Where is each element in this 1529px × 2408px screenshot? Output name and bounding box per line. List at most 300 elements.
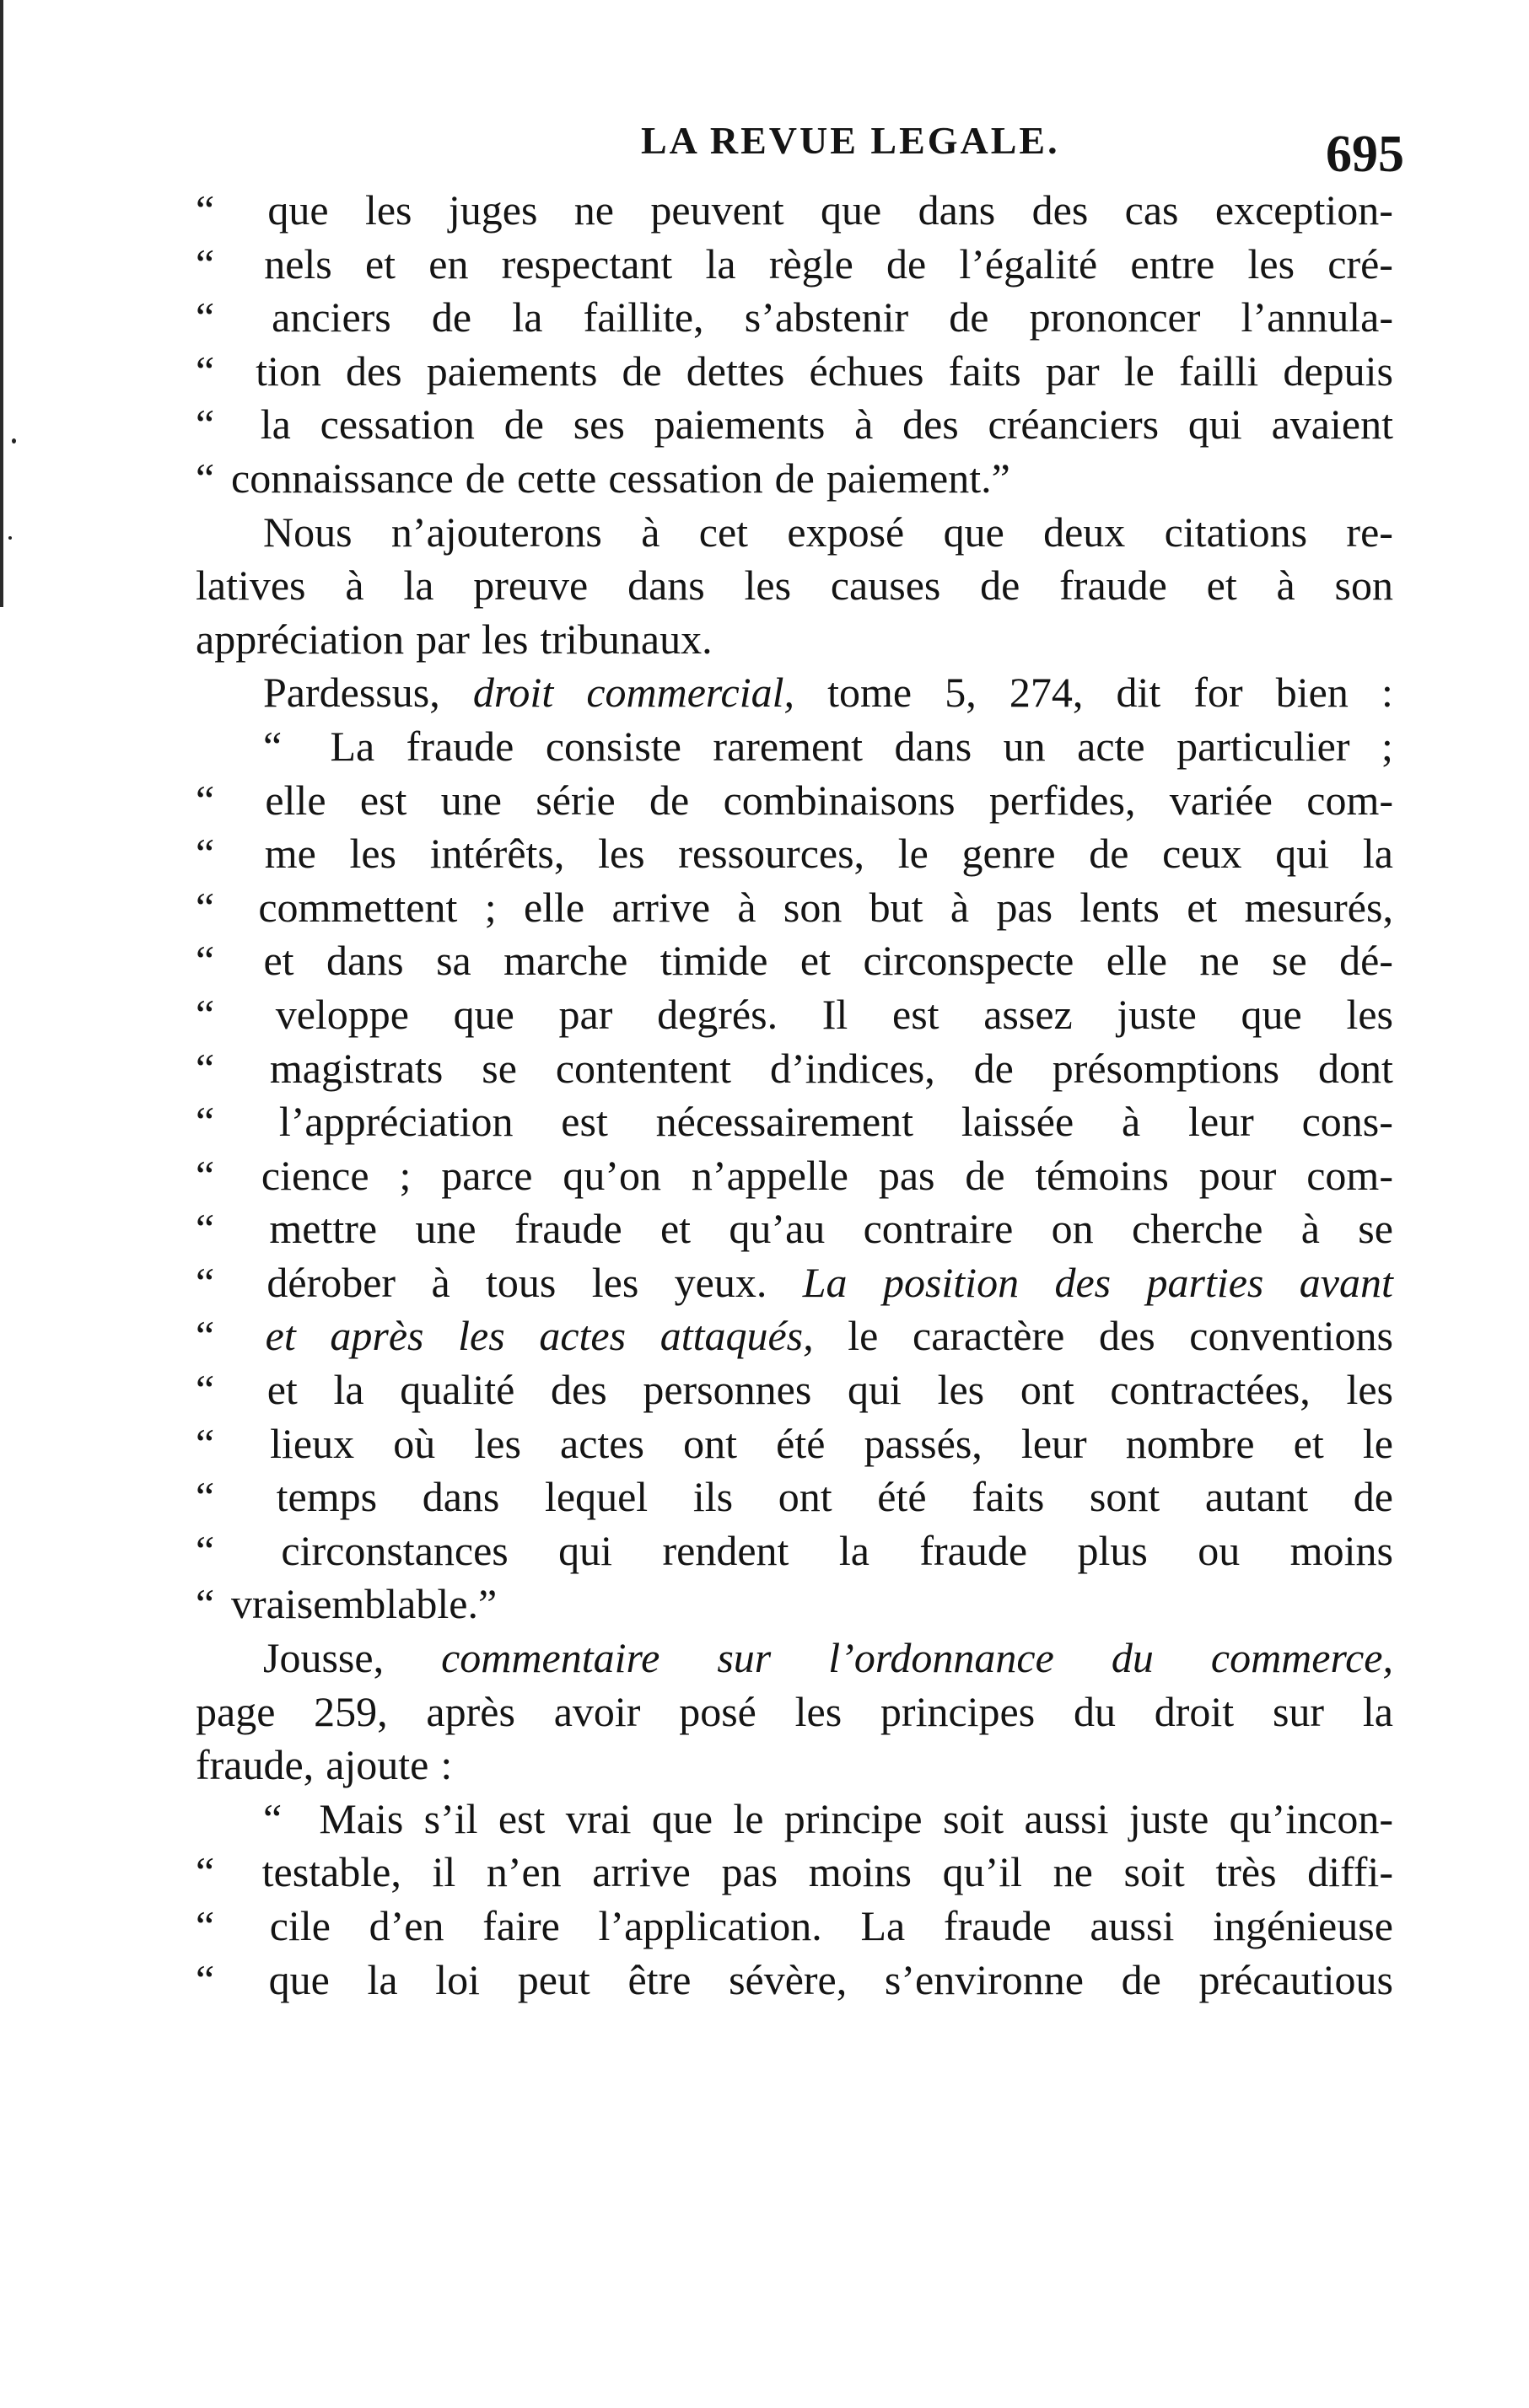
word: : (440, 1741, 453, 1789)
word: prononcer (1029, 293, 1201, 341)
word: nécessairement (655, 1098, 914, 1146)
word: les (794, 1687, 843, 1735)
word: de (973, 1044, 1014, 1092)
word: ont (1020, 1366, 1074, 1414)
word: elle (523, 883, 585, 931)
word: tous (486, 1258, 557, 1306)
word: paiements (426, 347, 598, 395)
ink-speck (8, 536, 12, 540)
word: principes (880, 1687, 1036, 1735)
word: fraude, (196, 1741, 315, 1789)
word: nombre (1125, 1419, 1255, 1467)
text-line (196, 184, 1393, 238)
word: perfides, (988, 776, 1136, 824)
word: latives (196, 562, 306, 610)
word: com- (1306, 776, 1393, 824)
word: personnes (643, 1366, 812, 1414)
word: cience (261, 1151, 369, 1199)
text-line (196, 1417, 1393, 1471)
word: intérêts, (429, 830, 565, 878)
word: créanciers (988, 400, 1160, 449)
word: faire (482, 1902, 560, 1949)
quote-mark: “ (196, 937, 215, 985)
running-title: LA REVUE LEGALE. (641, 119, 1060, 162)
word: à (1300, 1205, 1320, 1253)
word: les (481, 615, 529, 663)
word: posé (679, 1687, 756, 1735)
quote-mark: “ (196, 990, 215, 1038)
word: des (902, 400, 959, 449)
text-line (196, 1256, 1393, 1310)
word: bien (1275, 669, 1349, 717)
word: et (660, 1205, 692, 1253)
word: connaissance (231, 454, 454, 502)
text-line (196, 1578, 1393, 1631)
quote-mark: “ (196, 347, 215, 395)
word: veloppe (275, 990, 409, 1038)
word: cette (516, 454, 597, 502)
word: de (949, 293, 989, 341)
word: soit (942, 1794, 1004, 1842)
word: de (1353, 1473, 1393, 1521)
word: entre (1130, 239, 1215, 288)
word: très (1215, 1848, 1277, 1896)
word: juste (1128, 1794, 1209, 1842)
quote-mark: “ (196, 186, 215, 234)
word: la (1362, 830, 1393, 878)
word: qualité (400, 1366, 515, 1414)
word: contraire (863, 1205, 1014, 1253)
word: ou (1198, 1526, 1241, 1574)
word: par (1045, 347, 1100, 395)
word: ne (1199, 937, 1240, 985)
word: acte (1077, 722, 1145, 770)
word: appréciation (196, 615, 405, 663)
word: juges (448, 186, 538, 234)
text-line (196, 1739, 1393, 1793)
word: dans (894, 722, 972, 770)
word: passés, (864, 1419, 983, 1467)
word: de (431, 293, 472, 341)
word: mettre (269, 1205, 378, 1253)
word: les (591, 1258, 639, 1306)
word: nels (264, 239, 332, 288)
word: parties (1146, 1258, 1264, 1306)
word: les (1346, 1366, 1393, 1414)
word: contentent (555, 1044, 732, 1092)
word: but (869, 883, 923, 931)
quote-mark: “ (196, 1580, 215, 1628)
word: avoir (553, 1687, 641, 1735)
word: dont (1318, 1044, 1393, 1092)
word: dans (422, 1473, 500, 1521)
text-line (196, 1793, 1393, 1846)
word: se (1358, 1205, 1393, 1253)
word: l’ordonnance (828, 1634, 1054, 1682)
word: les (364, 186, 412, 234)
word: de (980, 562, 1020, 610)
word: temps (276, 1473, 378, 1521)
word: échues (809, 347, 924, 395)
word: depuis (1283, 347, 1393, 395)
word: pas (996, 883, 1053, 931)
word: que (1241, 990, 1302, 1038)
word: des (551, 1366, 607, 1414)
word: dé- (1339, 937, 1393, 985)
text-line (196, 345, 1393, 399)
word: 274, (1009, 669, 1084, 717)
word: Il (821, 990, 848, 1038)
text-line (196, 1042, 1393, 1096)
word: lents (1079, 883, 1160, 931)
word: la (367, 1955, 398, 2003)
word: n’en (486, 1848, 562, 1896)
word: mesurés, (1244, 883, 1393, 931)
quote-mark: “ (196, 1366, 215, 1414)
text-line (196, 720, 1393, 774)
word: dérober (266, 1258, 396, 1306)
word: aussi (1090, 1902, 1175, 1949)
word: failli (1178, 347, 1259, 395)
word: que (453, 990, 514, 1038)
word: de (1089, 830, 1129, 878)
word: après (426, 1687, 515, 1735)
word: droit (1154, 1687, 1235, 1735)
text-line (196, 1470, 1393, 1524)
word: est (892, 990, 939, 1038)
word: genre (961, 830, 1056, 878)
word: l’égalité (959, 239, 1098, 288)
word: leur (1020, 1419, 1087, 1467)
quote-mark: “ (196, 400, 215, 449)
word: que (821, 186, 882, 234)
text-line (196, 452, 1393, 506)
word: commentaire (441, 1634, 660, 1682)
word: les (1247, 239, 1295, 288)
word: juste (1117, 990, 1197, 1038)
word: de (774, 454, 815, 502)
word: Nous (263, 508, 353, 556)
word: particulier (1176, 722, 1350, 770)
word: peut (517, 1955, 590, 2003)
word: de (503, 400, 544, 449)
word: ne (1053, 1848, 1093, 1896)
word: ressources, (678, 830, 865, 878)
text-line (196, 291, 1393, 345)
word: tion (256, 347, 321, 395)
word: cré- (1327, 239, 1393, 288)
text-line (196, 398, 1393, 452)
word: vraisemblable.” (231, 1580, 498, 1628)
word: précautious (1198, 1955, 1393, 2003)
quote-mark: “ (196, 454, 215, 502)
word: La (330, 722, 375, 770)
word: tome (827, 669, 913, 717)
text-line (196, 1685, 1393, 1739)
quote-mark: “ (196, 1205, 215, 1253)
quote-mark: “ (196, 1955, 215, 2003)
word: les (744, 562, 792, 610)
word: qu’on (563, 1151, 662, 1199)
word: sur (717, 1634, 772, 1682)
word: laissée (961, 1098, 1074, 1146)
word: pas (721, 1848, 778, 1896)
word: règle (768, 239, 853, 288)
word: du (1111, 1634, 1154, 1682)
word: 259, (314, 1687, 388, 1735)
word: le (1362, 1419, 1393, 1467)
word: son (1334, 562, 1393, 610)
word: en (428, 239, 469, 288)
word: for (1193, 669, 1243, 717)
word: timide (660, 937, 768, 985)
word: sur (1272, 1687, 1325, 1735)
word: à (854, 400, 874, 449)
word: les (474, 1419, 521, 1467)
word: circonspecte (863, 937, 1074, 985)
word: est (359, 776, 407, 824)
word: yeux. (674, 1258, 767, 1306)
word: le (733, 1794, 764, 1842)
quote-mark: “ (263, 1794, 283, 1842)
quote-mark: “ (196, 1098, 215, 1146)
word: les (1346, 990, 1393, 1038)
text-line (196, 1363, 1393, 1417)
word: des (1031, 186, 1089, 234)
word: de (1121, 1955, 1161, 2003)
page-number: 695 (1326, 126, 1404, 183)
word: cons- (1301, 1098, 1393, 1146)
word: : (1381, 669, 1393, 717)
word: citations (1164, 508, 1308, 556)
text-line (196, 1954, 1393, 2008)
word: par (416, 615, 470, 663)
ink-speck (12, 438, 16, 443)
word: caractère (913, 1312, 1065, 1360)
word: lequel (545, 1473, 649, 1521)
word: assez (983, 990, 1073, 1038)
text-line (196, 774, 1393, 828)
word: rendent (662, 1526, 789, 1574)
word: ont (778, 1473, 832, 1521)
quote-mark: “ (196, 1258, 215, 1306)
word: ajoute (326, 1741, 429, 1789)
word: ; (1381, 722, 1393, 770)
word: qui (1275, 830, 1330, 878)
word: qui (558, 1526, 613, 1574)
word: re- (1346, 508, 1393, 556)
word: faits (972, 1473, 1045, 1521)
word: à (1276, 562, 1295, 610)
word: cet (698, 508, 749, 556)
word: tribunaux. (540, 615, 713, 663)
word: ingénieuse (1213, 1902, 1393, 1949)
quote-mark: “ (196, 1044, 215, 1092)
word: l’appréciation (278, 1098, 514, 1146)
word: degrés. (657, 990, 778, 1038)
word: com- (1306, 1151, 1393, 1199)
word: ; (484, 883, 497, 931)
word: circonstances (281, 1526, 509, 1574)
word: dans (326, 937, 404, 985)
text-line (196, 827, 1393, 881)
word: faits (948, 347, 1021, 395)
word: d’indices, (769, 1044, 935, 1092)
word: elle (265, 776, 326, 824)
word: se (482, 1044, 517, 1092)
quote-mark: “ (196, 1526, 215, 1574)
text-line (196, 881, 1393, 935)
word: page (196, 1687, 276, 1735)
word: s’abstenir (744, 293, 909, 341)
text-line (196, 988, 1393, 1042)
word: commettent (258, 883, 458, 931)
word: la (705, 239, 736, 288)
word: leur (1188, 1098, 1254, 1146)
quote-mark: “ (196, 239, 215, 288)
text-line (196, 1846, 1393, 1900)
word: fraude (943, 1902, 1052, 1949)
word: d’en (369, 1902, 444, 1949)
word: de (886, 239, 927, 288)
word: le (848, 1312, 879, 1360)
word: que (268, 1955, 330, 2003)
word: commercial, (586, 669, 795, 717)
word: sont (1089, 1473, 1160, 1521)
word: les (349, 830, 397, 878)
text-line (196, 666, 1393, 720)
word: arrive (592, 1848, 691, 1896)
word: actes (539, 1312, 627, 1360)
word: le (1123, 347, 1155, 395)
word: soit (1123, 1848, 1185, 1896)
quote-mark: “ (196, 1473, 215, 1521)
quote-mark: “ (196, 1902, 215, 1949)
word: série (536, 776, 616, 824)
word: arrive (611, 883, 711, 931)
word: de (965, 1151, 1005, 1199)
word: cherche (1131, 1205, 1263, 1253)
word: Mais (319, 1794, 404, 1842)
page-edge-rule (0, 0, 3, 607)
word: une (415, 1205, 476, 1253)
word: la (1362, 1687, 1393, 1735)
word: dans (627, 562, 705, 610)
word: et (799, 937, 832, 985)
word: actes (560, 1419, 644, 1467)
text-line (196, 1524, 1393, 1578)
word: le (897, 830, 929, 878)
word: à (950, 883, 970, 931)
word: ses (573, 400, 625, 449)
word: aussi (1024, 1794, 1109, 1842)
word: la (333, 1366, 364, 1414)
word: les (458, 1312, 505, 1360)
word: sévère, (729, 1955, 848, 2003)
word: du (1073, 1687, 1116, 1735)
text-line (196, 1095, 1393, 1149)
word: deux (1043, 508, 1126, 556)
word: qu’il (942, 1848, 1023, 1896)
word: autant (1204, 1473, 1309, 1521)
word: ont (683, 1419, 737, 1467)
word: parce (441, 1151, 533, 1199)
word: que (267, 186, 329, 234)
word: et (1187, 883, 1218, 931)
word: fraude (1059, 562, 1167, 610)
word: que (651, 1794, 713, 1842)
word: paiement.” (826, 454, 1010, 502)
word: 5, (945, 669, 977, 717)
word: exception- (1214, 186, 1393, 234)
word: qu’incon- (1229, 1794, 1393, 1842)
word: dans (918, 186, 996, 234)
word: Jousse, (263, 1634, 385, 1682)
word: ; (399, 1151, 412, 1199)
word: de (622, 347, 662, 395)
word: fraude (514, 1205, 622, 1253)
word: fraude (406, 722, 514, 770)
word: n’ajouterons (390, 508, 602, 556)
quote-mark: “ (196, 1848, 215, 1896)
word: des (345, 347, 402, 395)
word: il (432, 1848, 456, 1896)
word: l’annula- (1241, 293, 1393, 341)
text-line (196, 238, 1393, 292)
word: lieux (270, 1419, 355, 1467)
word: ceux (1162, 830, 1242, 878)
word: on (1051, 1205, 1094, 1253)
word: à (641, 508, 660, 556)
word: combinaisons (723, 776, 956, 824)
word: respectant (501, 239, 673, 288)
word: et (1293, 1419, 1324, 1467)
word: contractées, (1110, 1366, 1311, 1414)
word: marche (503, 937, 628, 985)
word: son (783, 883, 843, 931)
text-line (196, 934, 1393, 988)
word: exposé (787, 508, 905, 556)
text-line (196, 613, 1393, 667)
word: avant (1299, 1258, 1393, 1306)
word: La (802, 1258, 848, 1306)
body-text (196, 184, 1393, 2007)
word: été (776, 1419, 826, 1467)
word: pour (1198, 1151, 1277, 1199)
word: principe (783, 1794, 923, 1842)
word: à (431, 1258, 450, 1306)
word: me (264, 830, 316, 878)
word: présomptions (1052, 1044, 1280, 1092)
word: est (561, 1098, 608, 1146)
word: après (330, 1312, 424, 1360)
word: qui (1187, 400, 1242, 449)
word: s’il (423, 1794, 478, 1842)
word: rarement (713, 722, 864, 770)
word: variée (1169, 776, 1273, 824)
word: être (627, 1955, 692, 2003)
text-line (196, 1900, 1393, 1954)
word: dit (1116, 669, 1161, 717)
text-line (196, 1309, 1393, 1363)
word: la (838, 1526, 869, 1574)
word: consiste (545, 722, 681, 770)
word: elle (1106, 937, 1167, 985)
word: pas (878, 1151, 935, 1199)
word: position (882, 1258, 1020, 1306)
word: commerce, (1210, 1634, 1393, 1682)
word: la (512, 293, 543, 341)
